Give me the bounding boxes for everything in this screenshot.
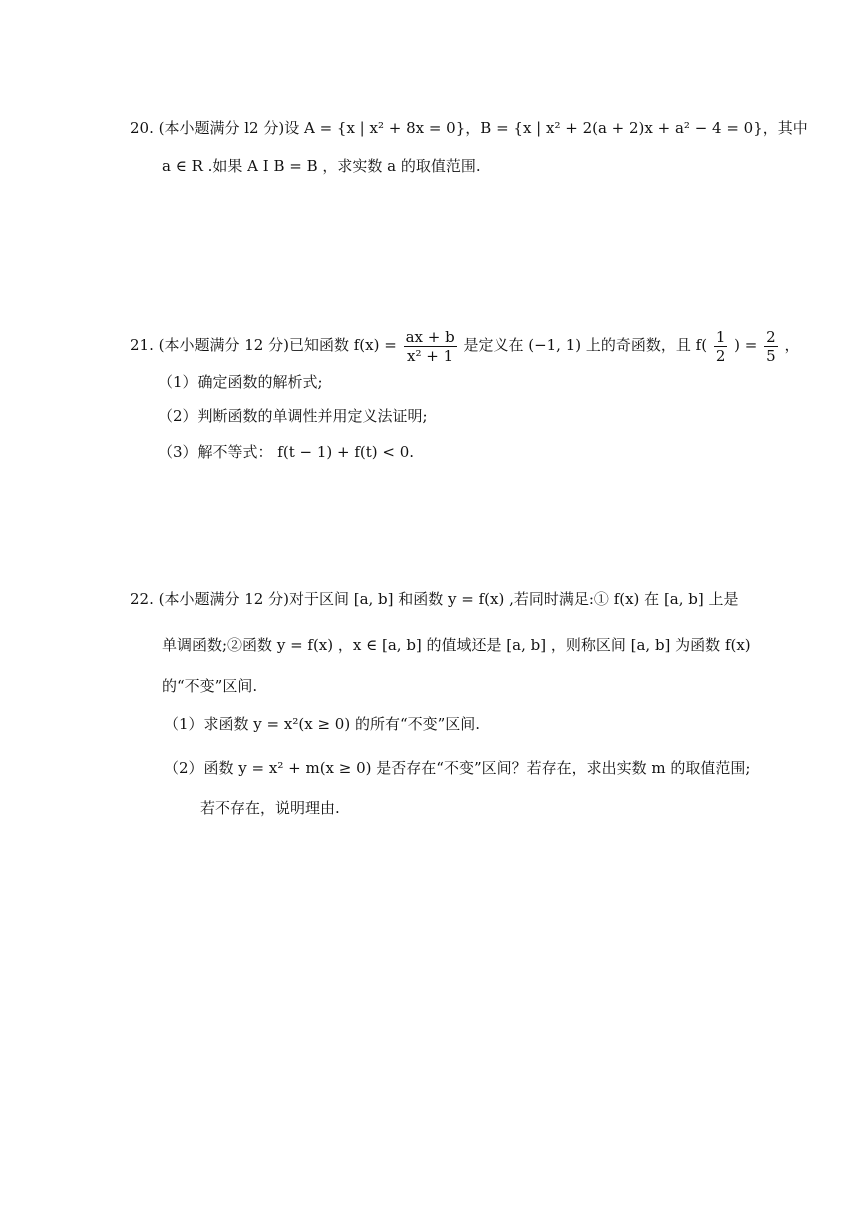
q22-line1: 22. (本小题满分 12 分)对于区间 [a, b] 和函数 y = f(x) ,若同时满足:① f(x) 在 [a, b] 上是 (130, 590, 739, 608)
q21-function-fraction (404, 328, 457, 365)
q22-part2-line1: （2）函数 y = x² + m(x ≥ 0) 是否存在“不变”区间？若存在，求出实数 m 的取值范围; (164, 759, 751, 777)
q22-part1: （1）求函数 y = x²(x ≥ 0) 的所有“不变”区间. (164, 715, 481, 733)
q21-value-numerator: 2 (766, 327, 776, 346)
q21-end: ， (784, 336, 800, 354)
q21-fraction-numerator: ax + b (405, 327, 455, 346)
q21-value-denominator: 5 (766, 346, 776, 365)
q21-half-denominator: 2 (715, 346, 726, 365)
q21-fraction-denominator: x² + 1 (407, 346, 454, 365)
q20-line2: a ∈ R .如果 A I B = B ，求实数 a 的取值范围. (162, 157, 481, 175)
q22-line3: 的“不变”区间. (162, 677, 258, 695)
q21-half-fraction (714, 328, 728, 365)
q21-part2: （2）判断函数的单调性并用定义法证明; (158, 407, 428, 425)
q21-part3: （3）解不等式： f(t − 1) + f(t) < 0. (158, 443, 415, 461)
q21-value-fraction (764, 328, 778, 365)
q21-equals: ) = (734, 336, 758, 354)
q21-prefix: 21. (本小题满分 12 分)已知函数 f(x) = (130, 336, 397, 354)
q21-part1: （1）确定函数的解析式; (158, 373, 323, 391)
q22-line2: 单调函数;②函数 y = f(x) ，x ∈ [a, b] 的值域还是 [a, b] ，则称区间 [a, b] 为函数 f(x) (162, 636, 751, 654)
q20-line1: 20. (本小题满分 l2 分)设 A = {x | x² + 8x = 0}，B = {x | x² + 2(a + 2)x + a² − 4 = 0}，其中 (130, 119, 808, 137)
q21-middle: 是定义在 (−1, 1) 上的奇函数，且 f( (463, 336, 708, 354)
q21-half-numerator: 1 (715, 327, 726, 346)
q22-part2-line2: 若不存在，说明理由. (200, 799, 340, 817)
q21-line1 (130, 325, 800, 365)
